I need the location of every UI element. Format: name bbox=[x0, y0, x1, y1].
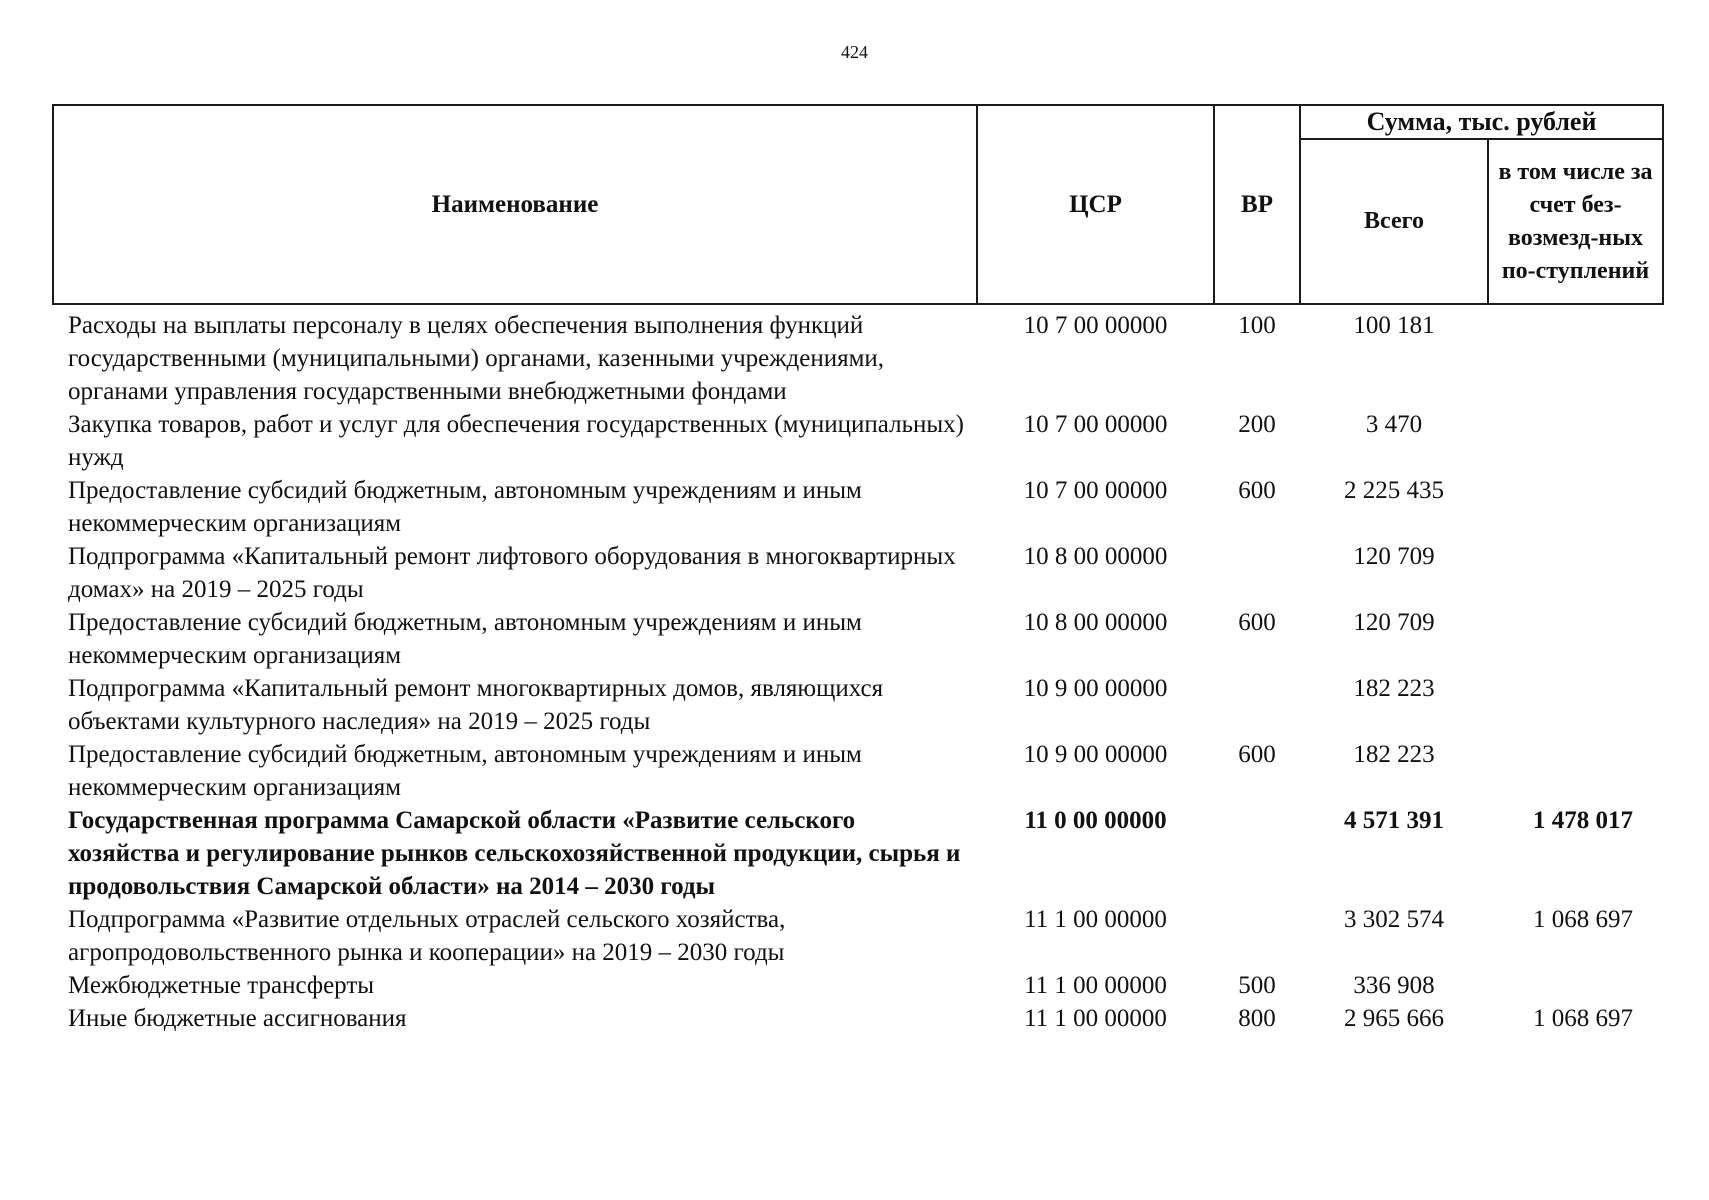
row-name: Закупка товаров, работ и услуг для обеспечения государственных (муниципальных) нужд bbox=[68, 411, 964, 471]
row-gratis-amount bbox=[1488, 969, 1663, 1002]
row-total-amount: 182 223 bbox=[1353, 675, 1435, 702]
row-name: Государственная программа Самарской области «Развитие сельского хозяйства и регулирование рынков сельскохозяйственной продукции, сырья и продовольствия Самарской области» на 2014 – 2030 годы bbox=[68, 807, 961, 900]
row-name: Иные бюджетные ассигнования bbox=[68, 1005, 407, 1032]
row-gratis-amount bbox=[1488, 474, 1663, 540]
row-name: Расходы на выплаты персоналу в целях обеспечения выполнения функций государственными (муниципальными) органами, казенными учреждениями, органами управления государственными внебюджетными фондами bbox=[68, 312, 885, 405]
row-total-amount: 120 709 bbox=[1353, 543, 1435, 570]
row-total-amount: 4 571 391 bbox=[1344, 807, 1444, 834]
row-csr-code: 10 9 00 00000 bbox=[1023, 675, 1168, 702]
row-total-amount: 2 225 435 bbox=[1344, 477, 1444, 504]
row-csr-code: 10 9 00 00000 bbox=[1023, 741, 1168, 768]
row-total-amount: 3 302 574 bbox=[1344, 906, 1444, 933]
row-total-amount: 2 965 666 bbox=[1344, 1005, 1444, 1032]
table-row bbox=[53, 304, 1663, 408]
header-name: Наименование bbox=[53, 105, 977, 304]
header-sum: Сумма, тыс. рублей bbox=[1300, 105, 1663, 139]
row-csr-code: 11 1 00 00000 bbox=[1024, 972, 1167, 999]
budget-table bbox=[52, 104, 1664, 1035]
row-name: Подпрограмма «Развитие отдельных отраслей сельского хозяйства, агропродовольственного рынка и кооперации» на 2019 – 2030 годы bbox=[68, 906, 786, 966]
table-row bbox=[53, 672, 1663, 738]
row-name: Межбюджетные трансферты bbox=[68, 972, 375, 999]
row-gratis-amount bbox=[1488, 738, 1663, 804]
table-row bbox=[53, 738, 1663, 804]
header-total: Всего bbox=[1300, 139, 1488, 304]
row-gratis-amount bbox=[1488, 304, 1663, 408]
table-row bbox=[53, 474, 1663, 540]
header-csr: ЦСР bbox=[977, 105, 1214, 304]
header-vr: ВР bbox=[1214, 105, 1300, 304]
row-vr-code bbox=[1214, 672, 1300, 738]
row-vr-code: 600 bbox=[1238, 741, 1276, 768]
row-vr-code: 500 bbox=[1238, 972, 1276, 999]
row-total-amount: 100 181 bbox=[1353, 312, 1435, 339]
row-total-amount: 120 709 bbox=[1353, 609, 1435, 636]
row-gratis-amount bbox=[1488, 672, 1663, 738]
row-csr-code: 10 8 00 00000 bbox=[1023, 543, 1168, 570]
row-vr-code: 600 bbox=[1238, 609, 1276, 636]
row-gratis-amount bbox=[1488, 606, 1663, 672]
row-total-amount: 182 223 bbox=[1353, 741, 1435, 768]
table-row bbox=[53, 408, 1663, 474]
row-gratis-amount bbox=[1488, 540, 1663, 606]
row-vr-code: 200 bbox=[1238, 411, 1276, 438]
row-csr-code: 10 7 00 00000 bbox=[1023, 312, 1168, 339]
row-csr-code: 10 8 00 00000 bbox=[1023, 609, 1168, 636]
row-vr-code bbox=[1214, 540, 1300, 606]
row-name: Подпрограмма «Капитальный ремонт многоквартирных домов, являющихся объектами культурного наследия» на 2019 – 2025 годы bbox=[68, 675, 884, 735]
page-number: 424 bbox=[841, 42, 868, 62]
row-vr-code: 600 bbox=[1238, 477, 1276, 504]
row-total-amount: 336 908 bbox=[1353, 972, 1435, 999]
row-total-amount: 3 470 bbox=[1365, 411, 1423, 438]
row-gratis-amount: 1 478 017 bbox=[1533, 807, 1633, 834]
table-row bbox=[53, 606, 1663, 672]
row-name: Предоставление субсидий бюджетным, автономным учреждениям и иным некоммерческим организациям bbox=[68, 477, 862, 537]
row-gratis-amount: 1 068 697 bbox=[1533, 906, 1633, 933]
header-gratis: в том числе за счет без-возмезд-ных по-ступлений bbox=[1488, 139, 1663, 304]
table-body bbox=[53, 304, 1663, 1035]
row-gratis-amount: 1 068 697 bbox=[1533, 1005, 1633, 1032]
row-csr-code: 11 1 00 00000 bbox=[1024, 906, 1167, 933]
row-vr-code: 100 bbox=[1238, 312, 1276, 339]
row-name: Предоставление субсидий бюджетным, автономным учреждениям и иным некоммерческим организациям bbox=[68, 609, 862, 669]
header-row-top bbox=[53, 105, 1663, 139]
row-name: Подпрограмма «Капитальный ремонт лифтового оборудования в многоквартирных домах» на 2019 – 2025 годы bbox=[68, 543, 956, 603]
table-row bbox=[53, 1002, 1663, 1035]
row-csr-code: 10 7 00 00000 bbox=[1023, 411, 1168, 438]
table-row bbox=[53, 540, 1663, 606]
table-row bbox=[53, 903, 1663, 969]
row-vr-code: 800 bbox=[1238, 1005, 1276, 1032]
row-csr-code: 11 0 00 00000 bbox=[1024, 807, 1167, 834]
row-csr-code: 10 7 00 00000 bbox=[1023, 477, 1168, 504]
row-vr-code bbox=[1214, 804, 1300, 903]
table-row bbox=[53, 969, 1663, 1002]
row-gratis-amount bbox=[1488, 408, 1663, 474]
row-name: Предоставление субсидий бюджетным, автономным учреждениям и иным некоммерческим организациям bbox=[68, 741, 862, 801]
table-row bbox=[53, 804, 1663, 903]
row-vr-code bbox=[1214, 903, 1300, 969]
row-csr-code: 11 1 00 00000 bbox=[1024, 1005, 1167, 1032]
